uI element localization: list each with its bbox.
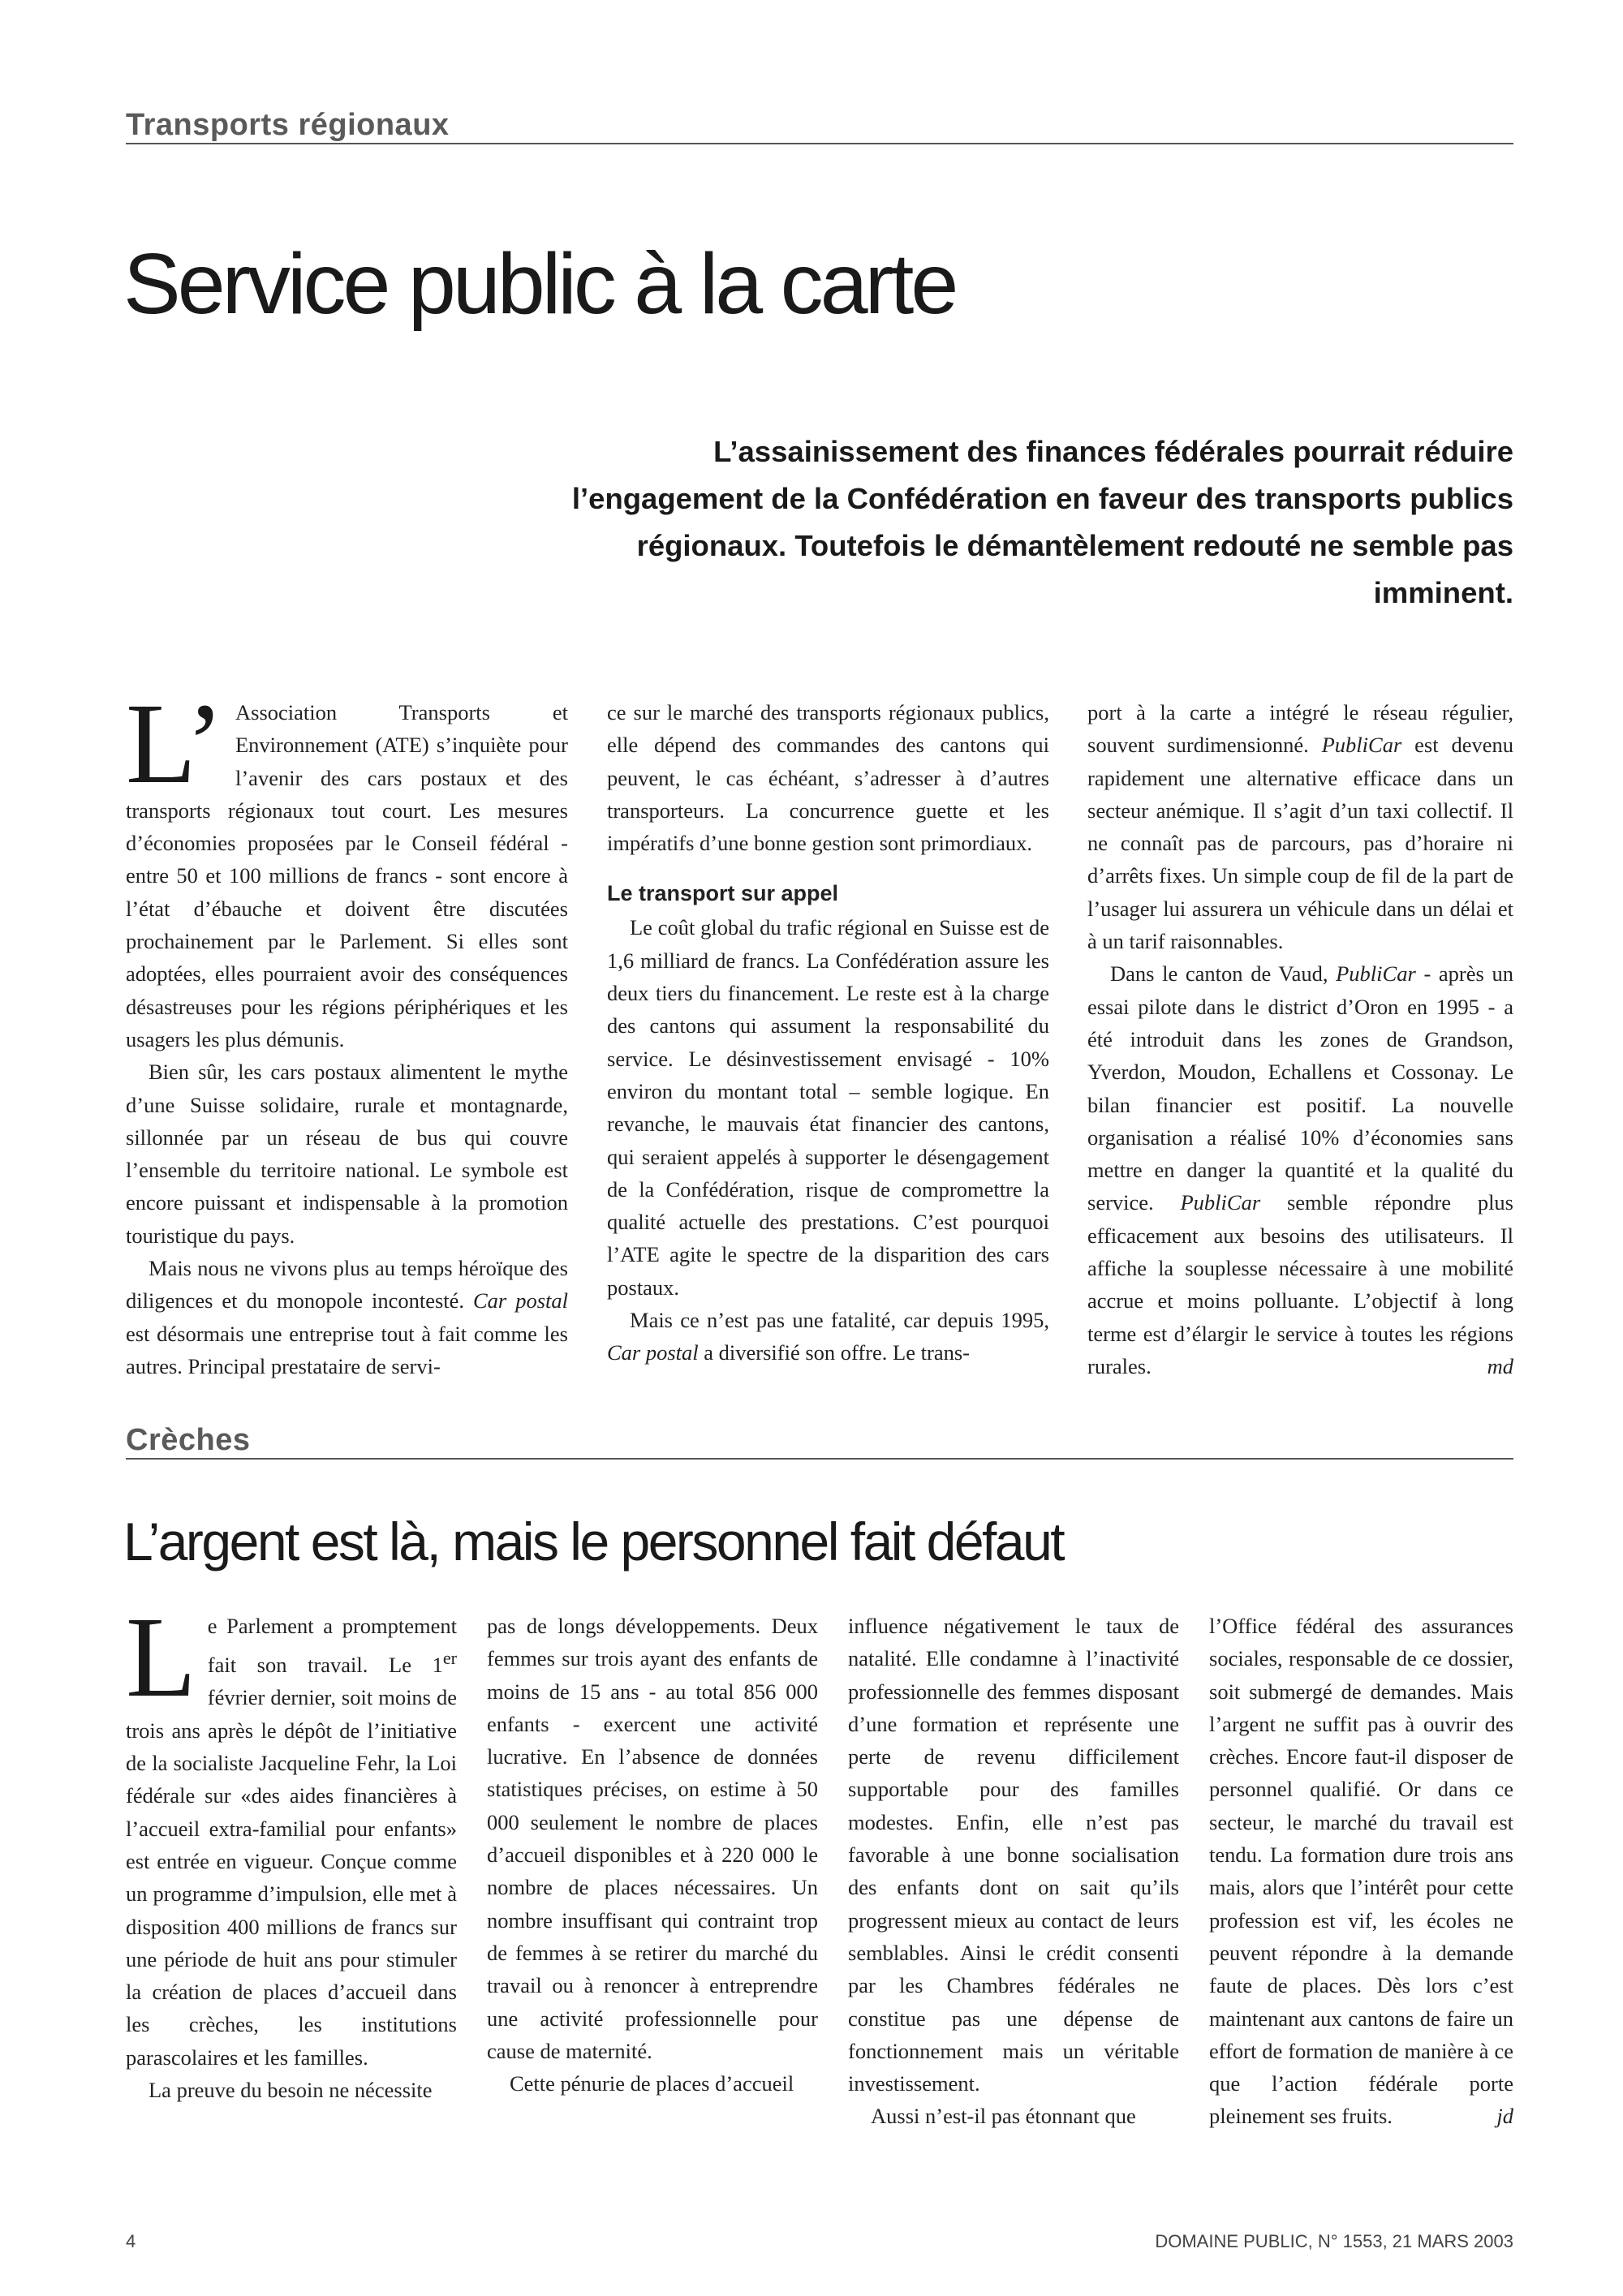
paragraph: La preuve du besoin ne nécessite — [149, 2077, 433, 2102]
italic-text: Car postal — [473, 1288, 569, 1314]
paragraph-text: - après un essai pilote dans le district d’Oron en 1995 - a été introduit dans les zones de Grandson, Yverdon, Moudon, Echallens et Cossonay. Le bilan financier est positif. La nouvelle organisation a réalisé 10% d’économies sans mettre en danger la quantité et la qualité du service. — [1087, 961, 1513, 1215]
article-lead: L’assainissement des finances fédérales pourrait réduire l’engagement de la Confédération en faveur des transports publics régionaux. Toutefois le démantèlement redouté ne semble pas imminent. — [571, 435, 1513, 609]
paragraph-text: Mais ce n’est pas une fatalité, car depuis 1995, — [630, 1308, 1049, 1333]
article-title: L’argent est là, mais le personnel fait défaut — [123, 1511, 1064, 1572]
paragraph — [126, 1252, 568, 1382]
publication-info: DOMAINE PUBLIC, N° 1553, 21 MARS 2003 — [1155, 2231, 1513, 2251]
paragraph — [1087, 696, 1513, 957]
section-label: Crèches — [126, 1423, 251, 1457]
article2-column-2 — [487, 1610, 818, 2100]
article1-column-3 — [1087, 696, 1513, 1382]
paragraph-text: Mais nous ne vivons plus au temps héroïque des diligences et du monopole incontesté. — [126, 1256, 568, 1314]
paragraph — [1087, 957, 1513, 1382]
paragraph: influence négativement le taux de natalité. Elle condamne à l’inactivité professionnelle des femmes disposant d’une formation et représente une perte de revenu difficilement supportable pour des familles modestes. Enfin, elle n’est pas favorable à une bonne socialisation des enfants dont on sait qu’ils progressent mieux au contact de leurs semblables. Ainsi le crédit consenti par les Chambres fédérales ne constitue pas une dépense de fonctionnement mais un véritable investissement. — [848, 1614, 1179, 2096]
italic-text: Car postal — [607, 1340, 699, 1365]
paragraph — [126, 1593, 457, 2074]
section-label: Transports régionaux — [126, 108, 450, 142]
article-title: Service public à la carte — [123, 236, 956, 332]
paragraph-text: semble répondre plus efficacement aux besoins des utilisateurs. Il affiche la souplesse nécessaire à une mobilité accrue et moins polluante. L’objectif à long terme est d’élargir le service à toutes les régions rurales. — [1087, 1190, 1513, 1378]
paragraph-text: Association Transports et Environnement (ATE) s’inquiète pour l’avenir des cars postaux et des transports régionaux tout court. Les mesures d’économies proposées par le Conseil fédéral - entre 50 et 100 millions de francs - sont encore à l’état d’ébauche et doivent être discutées prochainement par le Parlement. Si elles sont adoptées, elles pourraient avoir des conséquences désastreuses pour les régions périphériques et les usagers les plus démunis. — [126, 700, 568, 1051]
drop-cap: L’ — [126, 679, 224, 807]
author-signature: md — [1487, 1353, 1513, 1378]
paragraph-text: est désormais une entreprise tout à fait comme les autres. Principal prestataire de servi- — [126, 1321, 568, 1378]
paragraph: Bien sûr, les cars postaux alimentent le mythe d’une Suisse solidaire, rurale et montagnarde, sillonnée par un réseau de bus qui couvre l’ensemble du territoire national. Le symbole est encore puissant et indispensable à la promotion touristique du pays. — [126, 1060, 568, 1248]
article2-column-4 — [1209, 1610, 1513, 2133]
article1-column-2 — [607, 696, 1049, 1369]
italic-text: PubliCar — [1336, 961, 1416, 987]
paragraph — [1209, 1610, 1513, 2133]
subheading: Le transport sur appel — [607, 881, 839, 906]
paragraph: pas de longs développements. Deux femmes sur trois ayant des enfants de moins de 15 ans - au total 856 000 enfants - exercent une activité lucrative. En l’absence de données statistiques précises, on estime à 50 000 seulement le nombre de places d’accueil disponibles et à 220 000 le nombre de places nécessaires. Un nombre insuffisant qui contraint trop de femmes à se retirer du marché du travail ou à renoncer à entreprendre une activité professionnelle pour cause de maternité. — [487, 1614, 818, 2063]
paragraph-text: est devenu rapidement une alternative efficace dans un secteur anémique. Il s’agit d’un taxi collectif. Il ne connaît pas de parcours, pas d’horaire ni d’arrêts fixes. Un simple coup de fil de la part de l’usager lui assurera un véhicule dans un délai et à un tarif raisonnables. — [1087, 733, 1513, 954]
page-number: 4 — [126, 2231, 136, 2251]
paragraph: Le coût global du trafic régional en Suisse est de 1,6 milliard de francs. La Confédération assure les deux tiers du financement. Le reste est à la charge des cantons qui assument la responsabilité du service. Le désinvestissement envisagé - 10% environ du montant total – semble logique. En revanche, le mauvais état financier des cantons, qui seraient appelés à supporter le désengagement de la Confédération, risque de compromettre la qualité actuelle des prestations. C’est pourquoi l’ATE agite le spectre de la disparition des cars postaux. — [607, 915, 1049, 1300]
paragraph-text: e Parlement a promptement fait son travail. Le 1 — [207, 1614, 457, 1678]
article2-column-1 — [126, 1593, 457, 2106]
article2-column-3 — [848, 1610, 1179, 2133]
section-header-creches — [126, 1424, 1513, 1460]
paragraph-text: a diversifié son offre. Le trans- — [698, 1340, 970, 1365]
article1-column-1 — [126, 679, 569, 1382]
paragraph: Aussi n’est-il pas étonnant que — [871, 2104, 1136, 2129]
superscript: er — [442, 1648, 457, 1669]
paragraph-text: Dans le canton de Vaud, — [1110, 961, 1337, 987]
paragraph-text: l’Office fédéral des assurances sociales, responsable de ce dossier, soit submergé de demandes. Mais l’argent ne suffit pas à ouvrir des crèches. Encore faut-il disposer de personnel qualifié. Or dans ce secteur, le marché du travail est tendu. La formation dure trois ans mais, alors que l’intérêt pour cette profession est vif, les écoles ne peuvent répondre à la demande faute de places. Dès lors c’est maintenant aux cantons de faire un effort de formation de manière à ce que l’action fédérale porte pleinement ses fruits. — [1209, 1614, 1513, 2129]
section-rule — [126, 1458, 1513, 1460]
paragraph — [607, 1304, 1049, 1369]
paragraph — [126, 679, 568, 1056]
drop-cap: L — [126, 1593, 196, 1721]
paragraph: Cette pénurie de places d’accueil — [510, 2071, 794, 2096]
paragraph: ce sur le marché des transports régionaux publics, elle dépend des commandes des cantons qui peuvent, le cas échéant, s’adresser à d’autres transporteurs. La concurrence guette et les impératifs d’une bonne gestion sont primordiaux. — [607, 700, 1049, 856]
section-rule — [126, 143, 1513, 144]
section-header-transports — [126, 109, 1513, 144]
italic-text: PubliCar — [1321, 733, 1402, 758]
author-signature: jd — [1496, 2104, 1513, 2129]
italic-text: PubliCar — [1180, 1190, 1261, 1215]
paragraph-text: février dernier, soit moins de trois ans après le dépôt de l’initiative de la socialiste Jacqueline Fehr, la Loi fédérale sur «des aides financières à l’accueil extra-familial pour enfants» est entrée en vigueur. Conçue comme un programme d’impulsion, elle met à disposition 400 millions de francs sur une période de huit ans pour stimuler la création de places d’accueil dans les crèches, les institutions parascolaires et les familles. — [126, 1685, 457, 2070]
paragraph-text: port à la carte a intégré le réseau régulier, souvent surdimensionné. — [1087, 700, 1513, 758]
